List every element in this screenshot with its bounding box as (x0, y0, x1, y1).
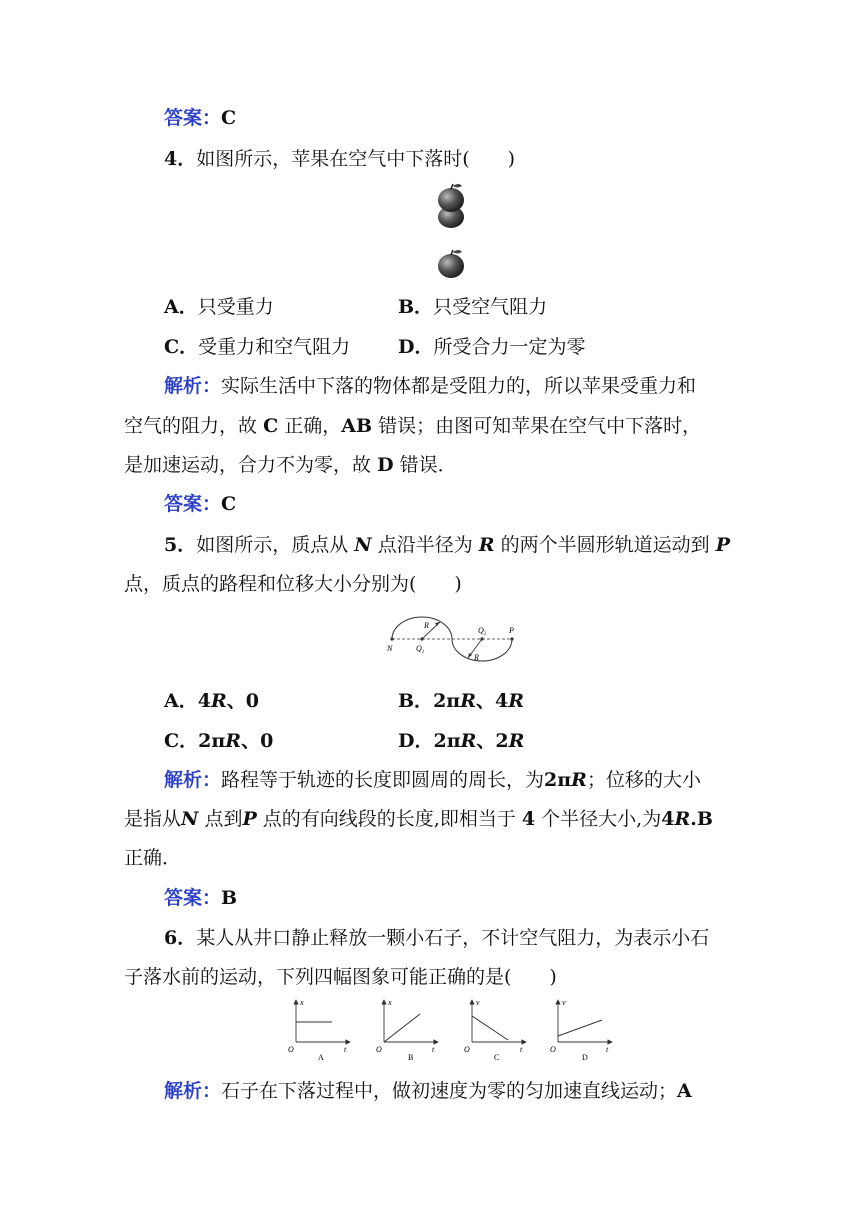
analysis-label: 解析： (164, 1080, 222, 1102)
answer-label: 答案： (164, 493, 222, 515)
answer-line-3 (0, 104, 860, 132)
svg-text:O: O (376, 1045, 382, 1054)
svg-text:D: D (582, 1053, 588, 1062)
q6-stem-line1: 6．某人从井口静止释放一颗小石子，不计空气阻力，为表示小石 (164, 927, 710, 949)
point-q2-label: $Q_2$ (478, 626, 487, 637)
falling-apple-figure (430, 180, 470, 284)
q4-stem (0, 145, 860, 173)
question-text: 如图所示，苹果在空气中下落时( ) (196, 148, 516, 170)
answer-value: C (221, 107, 237, 129)
q6-analysis-line1: 解析：石子在下落过程中，做初速度为零的匀加速直线运动；A (164, 1080, 692, 1102)
svg-text:t: t (606, 1045, 609, 1054)
q4-analysis-line2: 空气的阻力，故 C 正确，AB 错误；由图可知苹果在空气中下落时， (124, 415, 702, 437)
option-d: D．所受合力一定为零 (398, 336, 586, 358)
answer-label: 答案： (164, 887, 222, 909)
analysis-label: 解析： (164, 769, 222, 791)
q5-stem-line2: 点，质点的路程和位移大小分别为( ) (124, 573, 462, 595)
option-a: A．4R、0 (164, 690, 260, 712)
answer-value: B (221, 887, 238, 909)
graph-c (464, 998, 526, 1062)
q5-stem-line1: 5．如图所示，质点从 N 点沿半径为 R 的两个半圆形轨道运动到 P (164, 534, 730, 556)
option-d: D．2πR、2R (398, 730, 525, 752)
question-number: 5． (164, 534, 197, 556)
answer-line-4 (0, 490, 860, 518)
point-p-label: P (509, 626, 514, 635)
radius-label: R (474, 653, 479, 662)
option-c: C．受重力和空气阻力 (164, 336, 351, 358)
answer-value: C (221, 493, 237, 515)
point-n-label: N (387, 644, 393, 653)
semicircle-track-figure (380, 614, 530, 672)
option-b: B．2πR、4R (398, 690, 525, 712)
q6-stem-line2: 子落水前的运动，下列四幅图象可能正确的是( ) (124, 966, 557, 988)
analysis-label: 解析： (164, 375, 222, 397)
apple-icon (438, 184, 464, 228)
point-q1-label: $Q_1$ (416, 644, 425, 655)
question-number: 4． (164, 148, 197, 170)
option-b: B．只受空气阻力 (398, 296, 548, 318)
apple-icon (438, 250, 464, 278)
svg-text:x: x (388, 998, 392, 1007)
q4-analysis-line3: 是加速运动，合力不为零，故 D 错误． (124, 454, 457, 476)
motion-graphs-figure (280, 996, 620, 1066)
svg-text:O: O (550, 1045, 556, 1054)
svg-text:x: x (300, 998, 304, 1007)
answer-line-5 (0, 884, 860, 912)
svg-text:A: A (318, 1053, 324, 1062)
svg-text:O: O (288, 1045, 294, 1054)
svg-text:v: v (476, 998, 480, 1007)
svg-text:t: t (520, 1045, 523, 1054)
answer-label: 答案： (164, 107, 222, 129)
radius-label: R (424, 621, 429, 630)
question-number: 6． (164, 927, 197, 949)
svg-text:B: B (408, 1053, 414, 1062)
option-c: C．2πR、0 (164, 730, 274, 752)
q4-analysis-line1: 解析：实际生活中下落的物体都是受阻力的，所以苹果受重力和 (164, 375, 697, 397)
svg-text:v: v (562, 998, 566, 1007)
svg-text:O: O (464, 1045, 470, 1054)
q5-analysis-line3: 正确． (124, 847, 182, 869)
q5-analysis-line1: 解析：路程等于轨迹的长度即圆周的周长，为2πR；位移的大小 (164, 769, 701, 791)
option-a: A．只受重力 (164, 296, 274, 318)
svg-text:C: C (494, 1053, 500, 1062)
q5-analysis-line2: 是指从N 点到P 点的有向线段的长度,即相当于 4 个半径大小,为4R.B (124, 808, 713, 830)
graph-b (376, 998, 438, 1062)
svg-text:t: t (344, 1045, 347, 1054)
svg-text:t: t (432, 1045, 435, 1054)
graph-d (550, 998, 612, 1062)
graph-a (288, 998, 350, 1062)
